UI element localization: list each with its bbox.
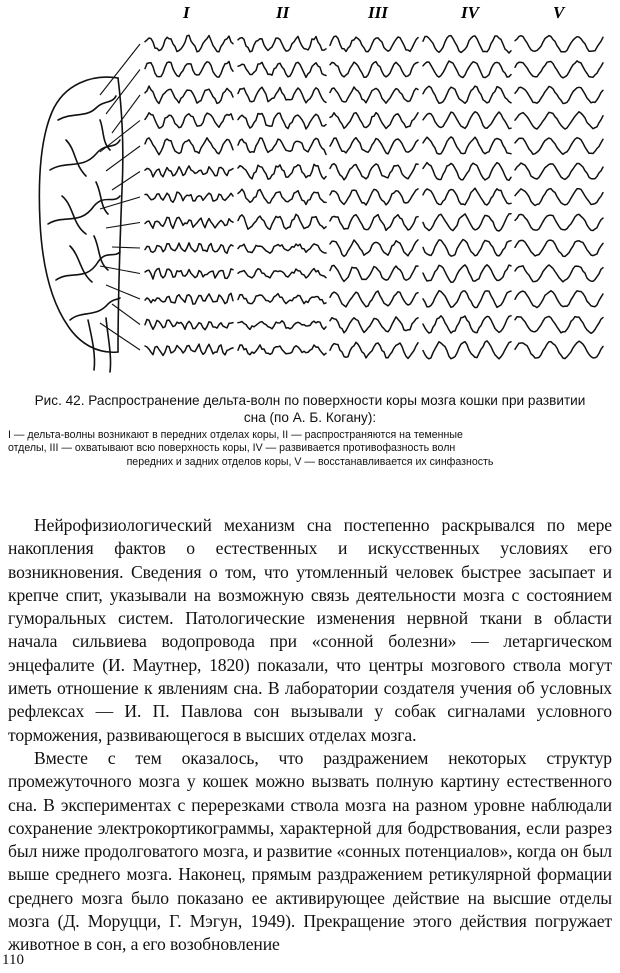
eeg-trace bbox=[145, 344, 233, 355]
eeg-trace bbox=[515, 240, 603, 256]
eeg-trace bbox=[330, 164, 418, 180]
eeg-trace bbox=[145, 217, 233, 228]
legend-line: отделы, III — охватывают всю поверхность коры, IV — развивается противофазность волн bbox=[8, 442, 456, 455]
eeg-trace bbox=[145, 268, 233, 279]
eeg-trace bbox=[238, 294, 326, 304]
eeg-trace bbox=[515, 291, 603, 308]
column-labels bbox=[182, 3, 566, 22]
eeg-trace bbox=[330, 113, 418, 129]
eeg-trace bbox=[515, 138, 603, 155]
eeg-trace bbox=[423, 188, 511, 205]
eeg-trace bbox=[238, 269, 326, 279]
page-number: 110 bbox=[2, 952, 24, 968]
eeg-trace bbox=[145, 166, 233, 177]
eeg-traces bbox=[145, 35, 603, 359]
legend-line: I — дельта-волны возникают в передних отделах коры, II — распространяются на теменные bbox=[8, 429, 463, 441]
eeg-trace bbox=[423, 240, 511, 257]
eeg-trace bbox=[330, 138, 418, 154]
eeg-trace bbox=[515, 265, 603, 282]
eeg-trace bbox=[515, 163, 603, 179]
eeg-trace bbox=[515, 61, 603, 78]
eeg-trace bbox=[145, 192, 233, 202]
electrode-lead bbox=[112, 172, 140, 191]
eeg-trace bbox=[145, 243, 233, 254]
eeg-trace bbox=[515, 86, 603, 103]
eeg-trace bbox=[423, 112, 511, 129]
column-label: III bbox=[368, 3, 388, 22]
eeg-trace bbox=[423, 214, 511, 231]
eeg-trace bbox=[515, 341, 603, 358]
eeg-trace bbox=[515, 214, 603, 230]
eeg-trace bbox=[515, 112, 603, 129]
eeg-trace bbox=[330, 215, 418, 231]
eeg-trace bbox=[423, 341, 511, 359]
column-label: II bbox=[276, 3, 290, 22]
eeg-trace bbox=[145, 293, 233, 304]
caption-title-line-2: сна (по А. Б. Когану): bbox=[243, 410, 377, 425]
eeg-trace bbox=[238, 244, 326, 253]
body-text bbox=[8, 514, 612, 957]
caption-title-line-1: Рис. 42. Распространение дельта-волн по поверхности коры мозга кошки при развитии bbox=[34, 393, 586, 408]
electrode-lead bbox=[106, 70, 140, 115]
paragraph: Вместе с тем оказалось, что раздражением некоторых структур промежуточного мозга у кошек можно вызвать полную картину естественного сна. В экспериментах с перерезками ствола мозга на разном уровне наблюдали сохранение электрокортикограммы, характерной для бодрствования, если разрез был ниже продолговатого мозга, и развитие «сонных потенциалов», когда он был выше среднего мозга. Наконец, прямым раздражением ретикулярной формации среднего мозга было показано ее активирующее действие на высшие отделы мозга (Д. Моруцци, Г. Мэгун, 1949). Прекращение этого действия погружает животное в сон, а его возобновление bbox=[8, 747, 612, 955]
paragraph: Нейрофизиологический механизм сна постепенно раскрывался по мере накопления фактов о естественных и искусственных условиях его возникновения. Сведения о том, что утомленный человек быстрее засыпает и крепче спит, указывали на возможную связь деятельности мозга с состоянием гуморальных систем. Патологические изменения нервной ткани в области начала сильвиева водопровода при «сонной болезни» — летаргическом энцефалите (И. Маутнер, 1820) показали, что центры мозгового ствола могут иметь отношение к явлениям сна. В лаборатории создателя учения об условных рефлексах — И. П. Павлова сон вызывали у собак сигналами условного торможения, развивающегося в высших отделах мозга. bbox=[8, 515, 612, 745]
eeg-trace bbox=[145, 319, 233, 329]
electrode-lead bbox=[112, 304, 140, 325]
eeg-trace bbox=[423, 265, 511, 283]
legend-line: передних и задних отделов коры, V — восстанавливается их синфазность bbox=[126, 455, 494, 468]
cat-brain-outline-icon bbox=[39, 77, 122, 372]
eeg-trace bbox=[423, 36, 511, 53]
eeg-trace bbox=[238, 214, 326, 229]
electrode-lead bbox=[106, 285, 140, 299]
eeg-trace bbox=[330, 291, 418, 307]
eeg-trace bbox=[330, 317, 418, 333]
eeg-trace bbox=[238, 113, 326, 129]
eeg-trace bbox=[423, 86, 511, 103]
eeg-trace bbox=[330, 87, 418, 103]
eeg-trace bbox=[330, 240, 418, 257]
electrode-lead bbox=[100, 197, 140, 209]
eeg-trace bbox=[423, 316, 511, 333]
electrode-lead bbox=[100, 323, 140, 350]
electrode-lead bbox=[106, 223, 140, 229]
electrode-lead bbox=[100, 121, 140, 153]
eeg-trace bbox=[330, 36, 418, 52]
eeg-trace bbox=[238, 345, 326, 355]
figure-legend bbox=[8, 429, 612, 469]
eeg-trace bbox=[330, 189, 418, 205]
eeg-trace bbox=[330, 342, 418, 358]
eeg-trace bbox=[238, 62, 326, 77]
eeg-trace bbox=[238, 87, 326, 103]
eeg-trace bbox=[238, 138, 326, 154]
eeg-trace bbox=[238, 321, 326, 330]
eeg-trace bbox=[423, 163, 511, 181]
eeg-trace bbox=[515, 316, 603, 333]
figure-42 bbox=[0, 0, 620, 380]
eeg-trace bbox=[330, 265, 418, 281]
eeg-trace bbox=[145, 35, 233, 52]
column-label: I bbox=[183, 3, 190, 22]
figure-caption bbox=[8, 392, 612, 426]
column-label: V bbox=[553, 3, 565, 22]
eeg-trace bbox=[145, 113, 233, 128]
column-label: IV bbox=[461, 3, 479, 22]
eeg-trace bbox=[423, 137, 511, 154]
eeg-trace bbox=[423, 291, 511, 308]
eeg-trace bbox=[238, 36, 326, 51]
eeg-trace bbox=[515, 36, 603, 52]
eeg-trace bbox=[145, 138, 233, 155]
eeg-trace bbox=[238, 189, 326, 204]
delta-wave-figure bbox=[0, 0, 620, 380]
eeg-trace bbox=[238, 164, 326, 179]
eeg-trace bbox=[330, 62, 418, 78]
eeg-trace bbox=[515, 189, 603, 206]
electrode-lead bbox=[100, 44, 140, 95]
eeg-trace bbox=[145, 61, 233, 77]
electrode-lead bbox=[112, 247, 140, 248]
eeg-trace bbox=[145, 86, 233, 103]
eeg-trace bbox=[423, 61, 511, 78]
